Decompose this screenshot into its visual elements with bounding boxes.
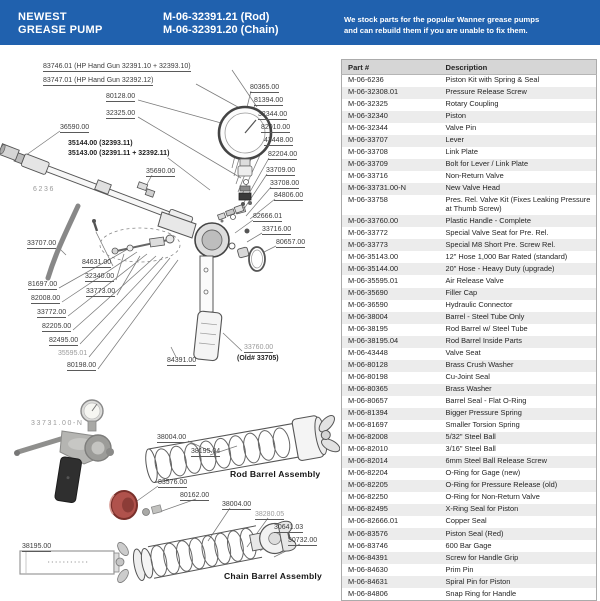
part-callout: 30732.00 [288,537,318,544]
part-callout: (Old# 33705) [237,355,279,362]
part-number-cell: M-06-82010 [348,444,388,454]
table-row [342,251,597,263]
part-callout: 80162.00 [180,492,210,499]
description-cell: Pressure Release Screw [440,87,597,99]
description-cell: Lever [440,135,597,147]
title-line-2: GREASE PUMP [18,24,103,37]
column-header-part-number: Part # [342,60,440,75]
table-row [342,384,597,396]
description-cell: Air Release Valve [445,276,504,286]
part-callout: 38004.00 [222,501,252,508]
part-number-cell: M-06-38004 [342,312,440,324]
part-callout: 32340.00 [85,273,115,280]
title-line-1: NEWEST [18,11,67,23]
description-cell: Rotary Coupling [445,99,499,109]
part-callout: 33772.00 [37,309,67,316]
table-row [342,135,597,147]
assembly-caption: Chain Barrel Assembly [224,571,322,581]
table-row [342,516,597,528]
inside-parts-drawing [100,228,180,262]
table-row [342,195,597,216]
pin-drawing [92,219,97,231]
part-callout: 83746.01 (HP Hand Gun 32391.10 + 32393.10) [43,63,191,70]
table-row [342,528,597,540]
description-cell: Plastic Handle - Complete [440,215,597,227]
part-callout: 83576.00 [158,479,188,486]
table-row [342,360,597,372]
header-banner [0,0,600,45]
table-row [342,372,597,384]
grease-gun-photo [14,400,114,503]
description-cell: Valve Seat [445,348,481,358]
part-callout: 33760.00 [244,344,274,351]
part-number-cell: M-06-33758 [348,195,388,205]
stock-note [344,15,539,37]
part-number-cell: M-06-82495 [342,504,440,516]
part-callout: 33709.00 [266,167,296,174]
part-number-cell: M-06-33716 [348,171,388,181]
pump-body-drawing [158,212,265,361]
description-cell: Special M8 Short Pre. Screw Rel. [440,239,597,251]
part-number-cell: M-06-81394 [342,408,440,420]
description-cell: Rod Barrel Inside Parts [440,336,597,348]
part-number-cell: M-06-35595.01 [348,276,399,286]
description-cell: Smaller Torsion Spring [445,420,520,430]
part-number-cell: M-06-81697 [348,420,388,430]
part-number-cell: M-06-35143.00 [348,252,399,262]
part-number-cell: M-06-33773 [342,239,440,251]
table-row [342,468,597,480]
part-callout: 80198.00 [67,362,97,369]
part-callout: 33716.00 [262,226,292,233]
description-cell: Piston Kit with Spring & Seal [445,75,540,85]
description-cell: Brass Washer [440,384,597,396]
part-number-cell: M-06-82008 [342,432,440,444]
part-callout: 84631.00 [82,259,112,266]
description-cell: Rod Barrel w/ Steel Tube [445,324,528,334]
description-cell: 600 Bar Gage [445,540,492,550]
table-row [342,432,597,444]
part-callout: 35595.01 [58,350,88,357]
part-callout: 84806.00 [274,192,304,199]
table-row [342,576,597,588]
part-number-cell: M-06-82205 [342,480,440,492]
table-row [342,348,597,360]
part-number-cell: M-06-82014 [342,456,440,468]
description-cell: Piston Seal (Red) [440,528,597,540]
part-number-cell: M-06-80198 [348,372,388,382]
valve-parts-drawing [217,180,252,223]
part-callout: 82008.00 [31,295,61,302]
part-callout: 82495.00 [49,337,79,344]
exploded-diagram [0,45,340,600]
parts-table-panel [341,59,597,601]
description-cell: Barrel - Steel Tube Only [440,312,597,324]
part-callout: 38280.05 [255,511,285,518]
part-callout: 80128.00 [106,93,136,100]
part-number-cell: M-06-33772 [348,228,388,238]
part-number-cell: M-06-35144.00 [342,263,440,275]
table-row [342,87,597,99]
table-row [342,300,597,312]
part-callout: 35690.00 [146,168,176,175]
part-number-chain: M-06-32391.20 (Chain) [163,24,279,37]
part-callout: 33731.00-N [31,420,84,427]
description-cell: Valve Pin [445,123,477,133]
part-number-cell: M-06-35690 [342,288,440,300]
description-cell: Brass Crush Washer [440,360,597,372]
part-callout: 81394.00 [254,97,284,104]
table-row [342,336,597,348]
description-cell: Prim Pin [445,564,474,574]
part-callout: 35143.00 (32391.11 + 32392.11) [68,150,170,157]
part-number-cell: M-06-33708 [348,147,388,157]
assembly-caption: Rod Barrel Assembly [230,469,321,479]
part-number-cell: M-06-36590 [348,300,388,310]
description-cell: Filler Cap [440,288,597,300]
table-row [342,171,597,183]
part-number-cell: M-06-43448 [348,348,388,358]
part-number-cell: M-06-80365 [342,384,440,396]
description-cell: Special Valve Seat for Pre. Rel. [445,228,549,238]
table-row [342,263,597,275]
table-row [342,239,597,251]
parts-table [341,59,597,601]
description-cell: Hydraulic Connector [445,300,513,310]
part-number-cell: M-06-6236 [348,75,384,85]
part-number-rod: M-06-32391.21 (Rod) [163,11,270,23]
table-row [342,420,597,432]
table-row [342,215,597,227]
part-callout: 38195.04 [191,448,221,455]
part-callout: 6236 [33,186,55,193]
column-header-description: Description [440,60,597,75]
stock-note-line-2: and can rebuild them if you are unable to fix them. [344,25,528,35]
part-callout: 33708.00 [270,180,300,187]
table-row [342,492,597,504]
page-title [18,11,103,38]
table-row [342,540,597,552]
part-number-cell: M-06-38195 [348,324,388,334]
part-number-cell: M-06-32325 [348,99,388,109]
part-callout: 84391.00 [167,357,197,364]
description-cell: Non-Return Valve [445,171,504,181]
stock-note-line-1: We stock parts for the popular Wanner grease pumps [344,15,540,24]
piston-seal-drawing [110,491,162,519]
description-cell: 12" Hose 1,000 Bar Rated (standard) [445,252,568,262]
part-callout: 38004.00 [157,434,187,441]
part-callout: 80657.00 [276,239,306,246]
part-callout: 80365.00 [250,84,280,91]
table-row [342,444,597,456]
description-cell: 20" Hose - Heavy Duty (upgrade) [440,263,597,275]
part-number-cell: M-06-82204 [348,468,388,478]
part-callout: 83747.01 (HP Hand Gun 32392.12) [43,77,154,84]
part-number-cell: M-06-82250 [348,492,388,502]
description-cell: New Valve Head [440,183,597,195]
filler-cap-drawing [137,182,155,197]
part-number-cell: M-06-33709 [342,159,440,171]
table-row [342,408,597,420]
description-cell: 6mm Steel Ball Release Screw [440,456,597,468]
description-cell: Bolt for Lever / Link Plate [440,159,597,171]
header-part-numbers [163,11,279,38]
table-row [342,99,597,111]
part-callout: 36590.00 [60,124,90,131]
part-callout: 38195.00 [22,543,52,550]
table-row [342,74,597,87]
table-row [342,564,597,576]
description-cell: Barrel Seal - Flat O-Ring [445,396,527,406]
description-cell: Pres. Rel. Valve Kit (Fixes Leaking Pressure at Thumb Screw) [445,195,591,214]
part-callout: 43448.00 [264,137,294,144]
table-row [342,288,597,300]
table-row [342,312,597,324]
description-cell: X-Ring Seal for Piston [440,504,597,516]
description-cell: Copper Seal [445,516,487,526]
description-cell: Snap Ring for Handle [445,588,517,598]
description-cell: O-Ring for Pressure Release (old) [440,480,597,492]
table-row [342,552,597,564]
description-cell: Link Plate [445,147,478,157]
parts-table-body [342,74,597,600]
table-row [342,504,597,516]
table-row [342,396,597,408]
part-number-cell: M-06-82666.01 [348,516,399,526]
part-callout: 30641.03 [274,524,304,531]
part-callout: 82204.00 [268,151,298,158]
part-number-cell: M-06-80657 [348,396,388,406]
part-callout: 35144.00 (32393.11) [68,140,133,147]
part-number-cell: M-06-83746 [348,540,388,550]
part-callout: 33707.00 [27,240,57,247]
part-number-cell: M-06-84630 [348,564,388,574]
description-cell: Cu-Joint Seal [445,372,490,382]
description-cell: 3/16" Steel Ball [445,444,496,454]
table-row [342,147,597,159]
table-row [342,456,597,468]
table-row [342,480,597,492]
table-row [342,324,597,336]
table-row [342,111,597,123]
part-callout: 81697.00 [28,281,58,288]
part-callout: 82205.00 [42,323,72,330]
part-number-cell: M-06-83576 [342,528,440,540]
part-number-cell: M-06-32344 [348,123,388,133]
description-cell: Screw for Handle Grip [440,552,597,564]
part-number-cell: M-06-33707 [342,135,440,147]
table-row [342,123,597,135]
part-number-cell: M-06-38195.04 [342,336,440,348]
part-callout: 33773.00 [86,288,116,295]
part-number-cell: M-06-32340 [342,111,440,123]
table-row [342,159,597,171]
table-row [342,183,597,195]
table-header-row [342,60,597,75]
table-row [342,588,597,601]
part-number-cell: M-06-33731.00-N [342,183,440,195]
part-callout: 32325.00 [106,110,136,117]
description-cell: O-Ring for Non-Return Valve [445,492,540,502]
part-number-cell: M-06-33760.00 [342,215,440,227]
part-number-cell: M-06-32308.01 [342,87,440,99]
description-cell: Spiral Pin for Piston [440,576,597,588]
description-cell: O-Ring for Gage (new) [445,468,521,478]
description-cell: Bigger Pressure Spring [440,408,597,420]
part-number-cell: M-06-84806 [348,588,388,598]
description-cell: Piston [440,111,597,123]
part-number-cell: M-06-84391 [342,552,440,564]
description-cell: 5/32" Steel Ball [440,432,597,444]
part-callout: 32344.00 [258,111,288,118]
part-number-cell: M-06-80128 [342,360,440,372]
part-callout: 82666.01 [253,213,283,220]
part-number-cell: M-06-84631 [342,576,440,588]
part-callout: 82010.00 [261,124,291,131]
table-row [342,227,597,239]
table-row [342,275,597,287]
